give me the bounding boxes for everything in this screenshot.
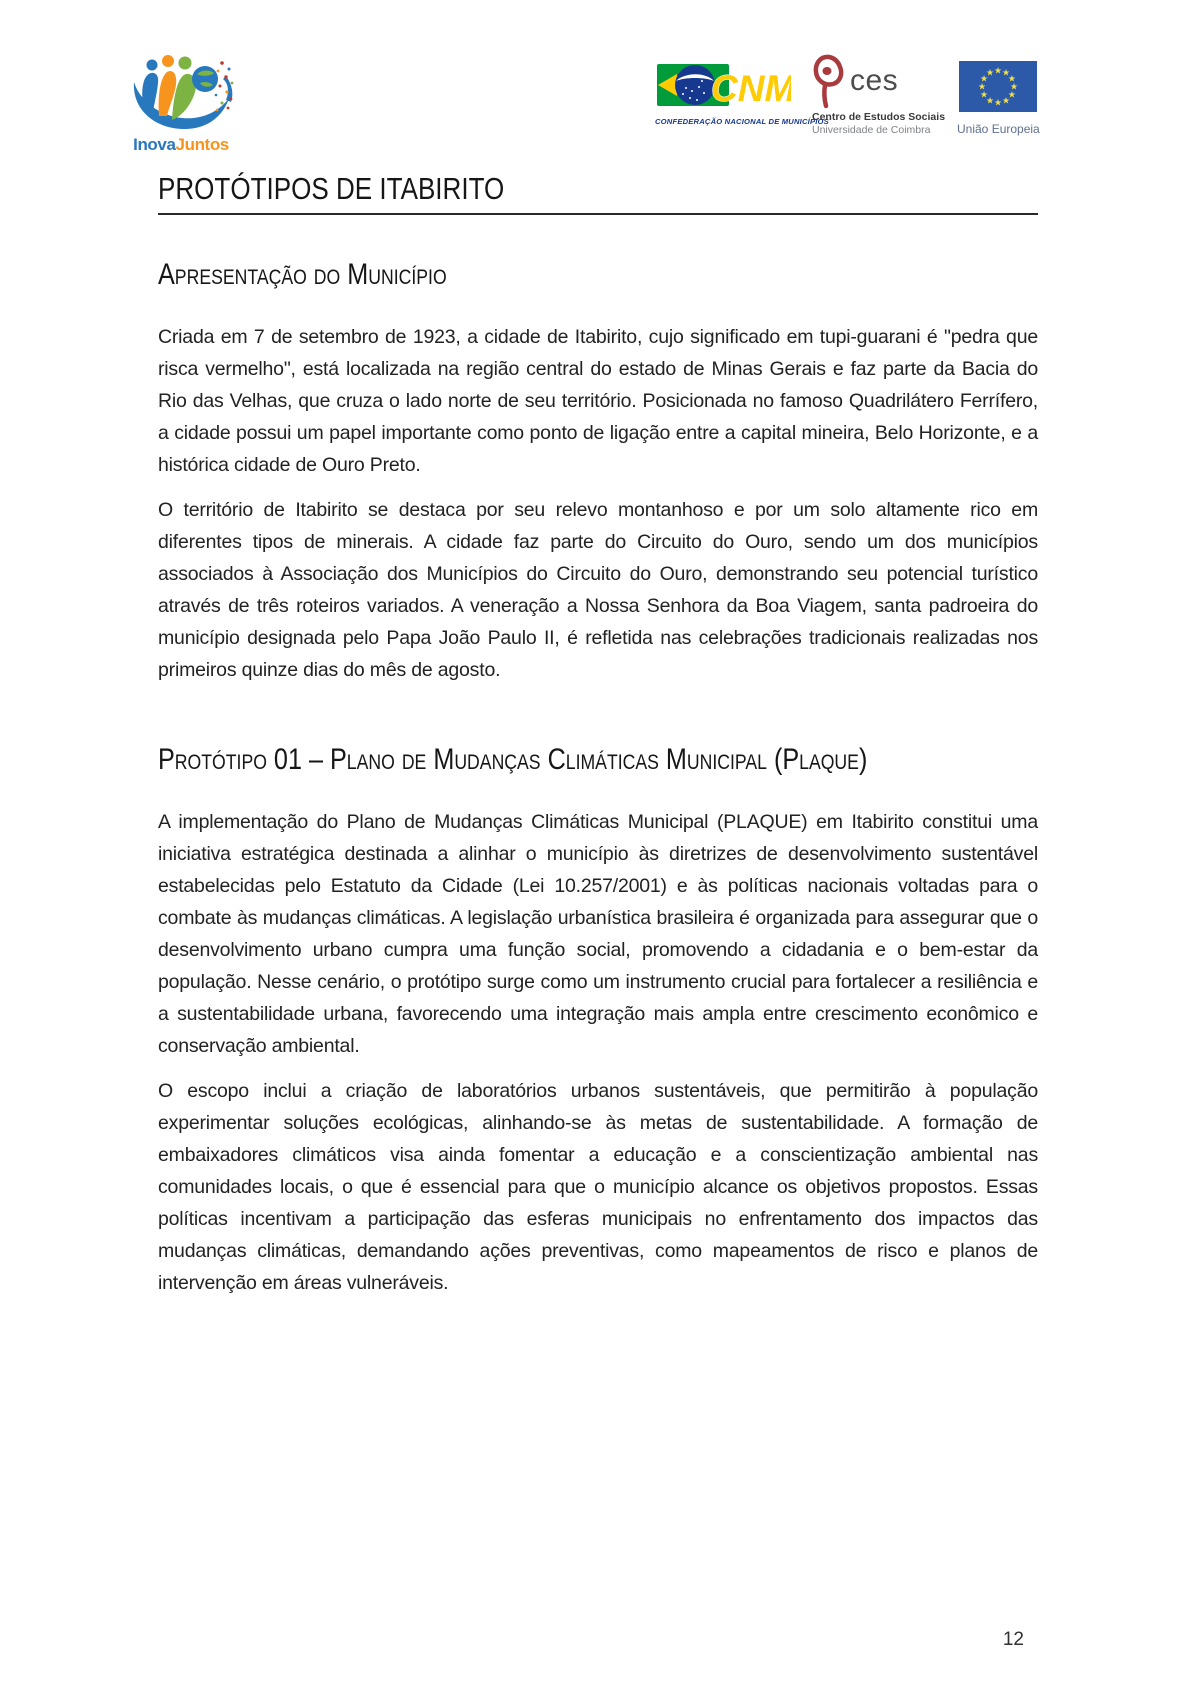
ces-logo bbox=[812, 55, 946, 136]
inovajuntos-icon bbox=[127, 50, 235, 134]
section-2-paragraph-2: O escopo inclui a criação de laboratórios urbanos sustentáveis, que permitirão à população experimentar soluções ecológicas, alinhando-se às metas de sustentabilidade. A formação de embaixadores climáticos visa ainda fomentar a educação e a conscientização ambiental nas comunidades locais, o que é essencial para que o município alcance os objetivos propostos. Essas políticas incentivam a participação das esferas municipais no enfrentamento dos impactos das mudanças climáticas, demandando ações preventivas, como mapeamentos de risco e planos de intervenção em áreas vulneráveis. bbox=[158, 1080, 1038, 1294]
cnm-caption: CONFEDERAÇÃO NACIONAL DE MUNICÍPIOS bbox=[655, 117, 829, 126]
section-2-heading: Protótipo 01 – Plano de Mudanças Climáticas Municipal (Plaque) bbox=[158, 743, 868, 776]
svg-text:★: ★ bbox=[993, 98, 1003, 109]
section-1-paragraph-1: Criada em 7 de setembro de 1923, a cidade de Itabirito, cujo significado em tupi-guarani é "pedra que risca vermelho", está localizada na região central do estado de Minas Gerais e faz parte da Bacia do Rio das Velhas, que cruza o lado norte de seu território. Posicionada no famoso Quadrilátero Ferrífero, a cidade possui um papel importante como ponto de ligação entre a capital mineira, Belo Horizonte, e a histórica cidade de Ouro Preto. bbox=[158, 326, 1038, 476]
page-number: 12 bbox=[1002, 1629, 1024, 1650]
svg-text:★: ★ bbox=[1001, 96, 1011, 107]
svg-text:★: ★ bbox=[985, 96, 995, 107]
svg-text:★: ★ bbox=[1007, 74, 1016, 85]
svg-text:★: ★ bbox=[985, 68, 995, 79]
title-rule bbox=[158, 213, 1038, 215]
eu-logo bbox=[957, 61, 1039, 136]
inovajuntos-wordmark-juntos: Juntos bbox=[175, 135, 229, 154]
section-1-paragraph-2: O território de Itabirito se destaca por seu relevo montanhoso e por um solo altamente rico em diferentes tipos de minerais. A cidade faz parte do Circuito do Ouro, sendo um dos municípios associados à Associação dos Municípios do Circuito do Ouro, demonstrando seu potencial turístico através de três roteiros variados. A veneração a Nossa Senhora da Boa Viagem, santa padroeira do município designada pelo Papa João Paulo II, é refletida nas celebrações tradicionais realizadas nos primeiros quinze dias do mês de agosto. bbox=[158, 499, 1038, 681]
cnm-acronym: CNM bbox=[711, 68, 791, 109]
svg-text:★: ★ bbox=[1009, 82, 1019, 93]
ces-symbol-icon bbox=[812, 53, 846, 109]
cnm-logo bbox=[655, 60, 829, 126]
svg-text:★: ★ bbox=[980, 74, 989, 85]
page-title: PROTÓTIPOS DE ITABIRITO bbox=[158, 171, 505, 206]
cnm-flag-icon bbox=[655, 60, 791, 110]
svg-text:★: ★ bbox=[977, 82, 987, 93]
section-2-paragraph-1: A implementação do Plano de Mudanças Climáticas Municipal (PLAQUE) em Itabirito constitui uma iniciativa estratégica destinada a alinhar o município às diretrizes de desenvolvimento sustentável estabelecidas pelo Estatuto da Cidade (Lei 10.257/2001) e às políticas nacionais voltadas para o combate às mudanças climáticas. A legislação urbanística brasileira é organizada para assegurar que o desenvolvimento urbano cumpra uma função social, promovendo a cidadania e o bem-estar da população. Nesse cenário, o protótipo surge como um instrumento crucial para fortalecer a resiliência e a sustentabilidade urbana, favorecendo uma integração mais ampla entre crescimento econômico e conservação ambiental. bbox=[158, 811, 1038, 1057]
inovajuntos-logo bbox=[125, 50, 237, 153]
eu-caption: União Europeia bbox=[957, 122, 1040, 136]
section-1-heading: Apresentação do Município bbox=[158, 258, 447, 291]
svg-text:★: ★ bbox=[993, 66, 1003, 77]
svg-text:★: ★ bbox=[980, 90, 989, 101]
inovajuntos-wordmark-inova: Inova bbox=[133, 135, 176, 154]
document-content bbox=[158, 172, 1038, 1299]
svg-text:★: ★ bbox=[1007, 90, 1016, 101]
ces-caption-line1: Centro de Estudos Sociais bbox=[812, 111, 946, 123]
inovajuntos-wordmark bbox=[125, 137, 237, 153]
ces-caption-line2: Universidade de Coimbra bbox=[812, 124, 931, 136]
eu-flag-icon bbox=[959, 61, 1037, 112]
ces-acronym: ces bbox=[850, 64, 899, 97]
svg-text:★: ★ bbox=[1001, 68, 1011, 79]
